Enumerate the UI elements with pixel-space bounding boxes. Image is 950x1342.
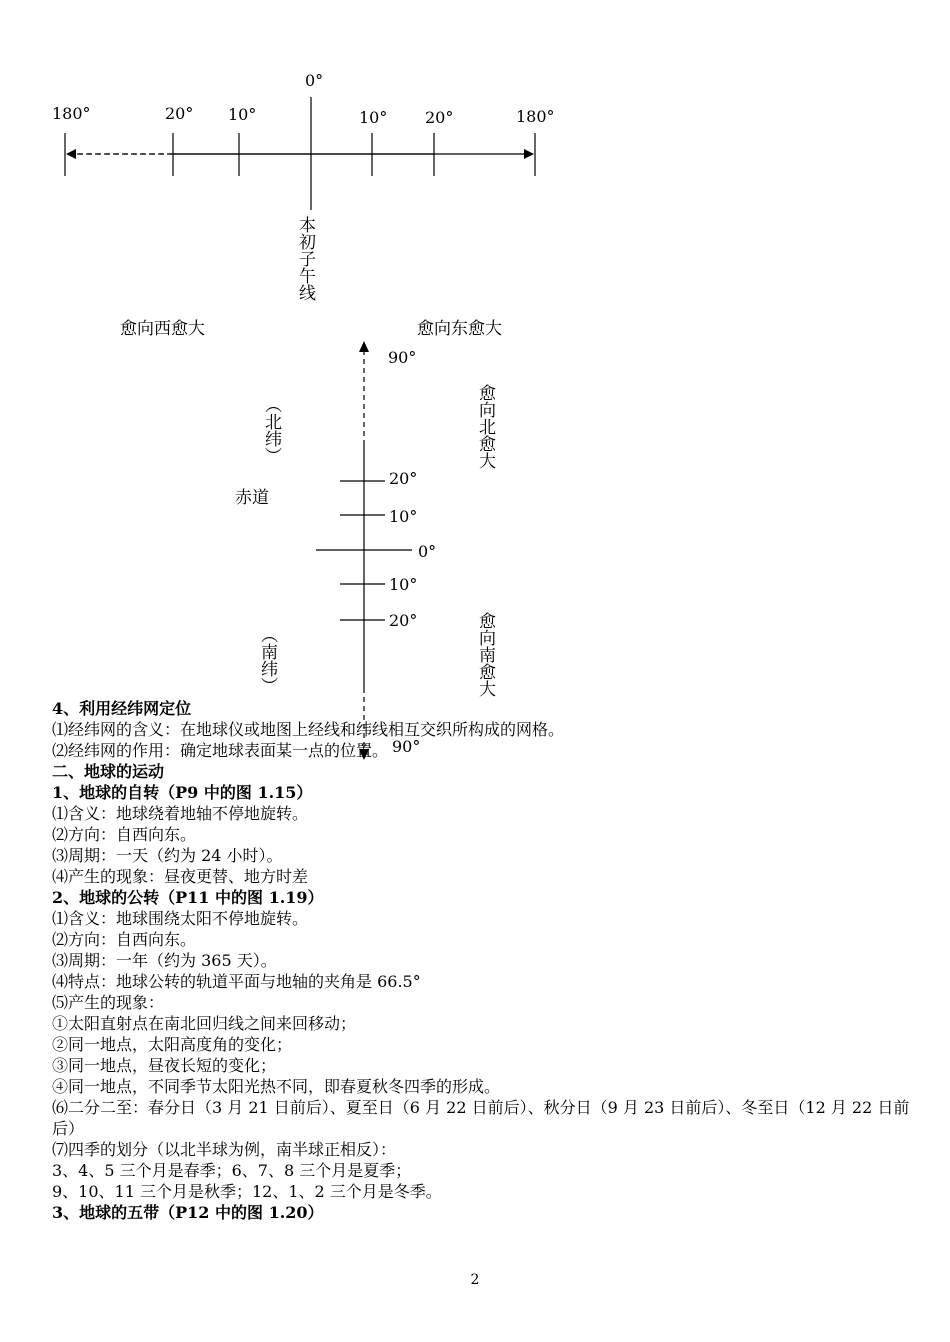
meridian-top-label: 0° bbox=[305, 71, 324, 90]
content-line: ⑵经纬网的作用：确定地球表面某一点的位置。 bbox=[52, 741, 389, 760]
equator-value-label: 0° bbox=[418, 542, 437, 561]
east-label-10: 10° bbox=[359, 108, 388, 127]
section-heading: 3、地球的五带（P12 中的图 1.20） bbox=[52, 1203, 324, 1222]
equator-label: 赤道 bbox=[235, 488, 269, 508]
content-line: ⑵方向：自西向东。 bbox=[52, 930, 197, 949]
section-heading: 4、利用经纬网定位 bbox=[52, 699, 192, 718]
content-line: ⑷产生的现象：昼夜更替、地方时差 bbox=[52, 867, 309, 886]
content-line: 9、10、11 三个月是秋季；12、1、2 三个月是冬季。 bbox=[52, 1182, 442, 1201]
east-caption: 愈向东愈大 bbox=[417, 319, 502, 339]
north-pole-label: 90° bbox=[388, 348, 417, 367]
content-line: ⑴经纬网的含义：在地球仪或地图上经线和纬线相互交织所构成的网格。 bbox=[52, 720, 565, 739]
north-caption: 愈向北愈大 bbox=[475, 384, 495, 469]
east-label-20: 20° bbox=[425, 108, 454, 127]
south-latitude-note: （南纬） bbox=[257, 626, 277, 694]
content-line: ⑴含义：地球绕着地轴不停地旋转。 bbox=[52, 804, 309, 823]
north-label-20: 20° bbox=[389, 469, 418, 488]
south-pole-label: 90° bbox=[392, 737, 421, 756]
north-arrow-head bbox=[359, 341, 369, 352]
longitude-scale bbox=[65, 97, 535, 210]
west-label-10: 10° bbox=[228, 105, 257, 124]
content-line: ③同一地点，昼夜长短的变化； bbox=[52, 1056, 277, 1075]
east-label-180: 180° bbox=[516, 107, 555, 126]
content-line: ②同一地点，太阳高度角的变化； bbox=[52, 1035, 293, 1054]
prime-meridian-label: 本初子午线 bbox=[295, 216, 315, 301]
section-heading: 2、地球的公转（P11 中的图 1.19） bbox=[52, 888, 324, 907]
content-line: ①太阳直射点在南北回归线之间来回移动； bbox=[52, 1014, 357, 1033]
content-line: 3、4、5 三个月是春季；6、7、8 三个月是夏季； bbox=[52, 1161, 412, 1180]
west-label-180: 180° bbox=[52, 104, 91, 123]
content-line: ⑸产生的现象： bbox=[52, 993, 165, 1012]
south-caption: 愈向南愈大 bbox=[475, 612, 495, 697]
content-line: ⑴含义：地球围绕太阳不停地旋转。 bbox=[52, 909, 309, 928]
content-line: ⑺四季的划分（以北半球为例，南半球正相反）： bbox=[52, 1140, 397, 1159]
content-body bbox=[52, 698, 912, 1223]
west-caption: 愈向西愈大 bbox=[120, 319, 205, 339]
south-label-10: 10° bbox=[389, 575, 418, 594]
content-line: ⑵方向：自西向东。 bbox=[52, 825, 197, 844]
section-heading: 二、地球的运动 bbox=[52, 762, 165, 781]
west-arrow-head bbox=[66, 149, 76, 159]
content-line: ⑶周期：一天（约为 24 小时）。 bbox=[52, 846, 283, 865]
east-arrow-head bbox=[524, 149, 534, 159]
content-line: ⑹二分二至：春分日（3 月 21 日前后）、夏至日（6 月 22 日前后）、秋分日（9 月 23 日前后）、冬至日（12 月 22 日前后） bbox=[52, 1098, 910, 1138]
north-label-10: 10° bbox=[389, 507, 418, 526]
north-latitude-note: （北纬） bbox=[261, 396, 281, 464]
content-line: ⑶周期：一年（约为 365 天）。 bbox=[52, 951, 277, 970]
content-line: ⑷特点：地球公转的轨道平面与地轴的夹角是 66.5° bbox=[52, 972, 421, 991]
page-number: 2 bbox=[470, 1272, 480, 1288]
content-line: ④同一地点，不同季节太阳光热不同，即春夏秋冬四季的形成。 bbox=[52, 1077, 501, 1096]
west-label-20: 20° bbox=[165, 104, 194, 123]
section-heading: 1、地球的自转（P9 中的图 1.15） bbox=[52, 783, 313, 802]
south-label-20: 20° bbox=[389, 611, 418, 630]
